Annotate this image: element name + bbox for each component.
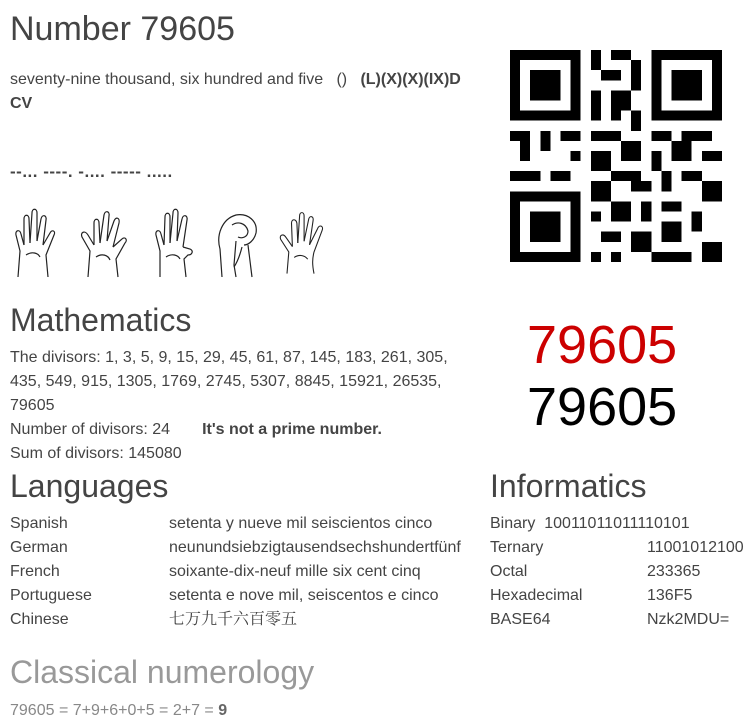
informatics-value: 233365 <box>647 563 701 580</box>
mathematics-heading: Mathematics <box>10 302 192 338</box>
language-name: Spanish <box>10 515 68 532</box>
divisor-count: Number of divisors: 24 <box>10 421 171 438</box>
divisors-line-1: The divisors: 1, 3, 5, 9, 15, 29, 45, 61, 87, 145, 183, 261, 305, <box>10 349 448 366</box>
binary-label: Binary <box>490 515 536 532</box>
numerology-result: 9 <box>218 702 228 719</box>
qr-code-icon <box>510 50 722 262</box>
language-value: 七万九千六百零五 <box>169 611 298 628</box>
numerology-equation-row <box>10 699 227 723</box>
informatics-name: Hexadecimal <box>490 587 583 604</box>
number-display-black: 79605 <box>527 377 678 437</box>
language-name: German <box>10 539 68 556</box>
divisor-sum: Sum of divisors: 145080 <box>10 445 182 462</box>
number-words <box>10 68 480 92</box>
informatics-name: Octal <box>490 563 528 580</box>
number-display-red: 79605 <box>527 315 678 375</box>
prime-note: It's not a prime number. <box>202 421 382 438</box>
binary-value: 10011011011110101 <box>544 515 690 532</box>
language-value: setenta e nove mil, seiscentos e cinco <box>169 587 439 604</box>
paren-text: () <box>336 71 348 88</box>
informatics-value: 136F5 <box>647 587 693 604</box>
spelled-text: seventy-nine thousand, six hundred and five <box>10 71 324 88</box>
language-value: neunundsiebzigtausendsechshundertfünf <box>169 539 461 556</box>
numerology-heading: Classical numerology <box>10 654 315 690</box>
sign-hand-5-icon <box>278 205 332 281</box>
roman-numeral: (L)(X)(X)(IX)D <box>360 71 461 88</box>
informatics-name: BASE64 <box>490 611 551 628</box>
mathematics-section <box>10 346 480 466</box>
language-value: setenta y nueve mil seiscientos cinco <box>169 515 433 532</box>
morse-code: --... ----. -.... ----- ..... <box>10 162 173 181</box>
divisor-count-row <box>10 418 480 442</box>
roman-numeral-cont: CV <box>10 95 33 112</box>
language-value: soixante-dix-neuf mille six cent cinq <box>169 563 421 580</box>
page-title: Number 79605 <box>10 10 235 48</box>
sign-hand-7-icon <box>10 205 64 281</box>
divisors-line-3: 79605 <box>10 397 55 414</box>
sign-hand-6-icon <box>148 205 202 281</box>
informatics-value: Nzk2MDU= <box>647 611 730 628</box>
sign-hand-9-icon <box>78 205 132 281</box>
numerology-equation: 79605 = 7+9+6+0+5 = 2+7 = <box>10 702 219 719</box>
divisors-line-2: 435, 549, 915, 1305, 1769, 2745, 5307, 8845, 15921, 26535, <box>10 373 442 390</box>
language-name: Chinese <box>10 611 69 628</box>
sign-hand-0-icon <box>212 205 266 281</box>
language-name: Portuguese <box>10 587 92 604</box>
language-name: French <box>10 563 60 580</box>
informatics-name: Ternary <box>490 539 544 556</box>
informatics-value: 11001012100 <box>647 539 744 556</box>
binary-row <box>490 512 690 536</box>
languages-heading: Languages <box>10 468 169 504</box>
informatics-heading: Informatics <box>490 468 647 504</box>
